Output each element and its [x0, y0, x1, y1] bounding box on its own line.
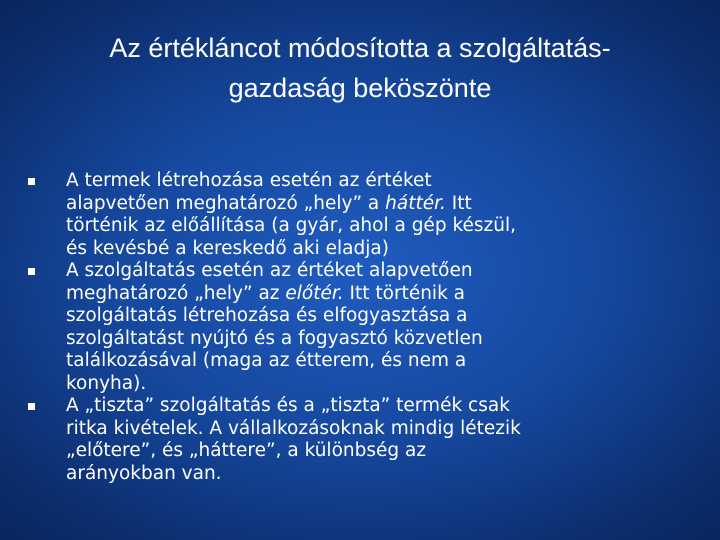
slide-title — [40, 28, 680, 108]
bullet-1-line-1 — [66, 170, 696, 193]
bullet-1-line-2 — [66, 193, 696, 216]
text-segment: meghatározó „hely” az — [66, 282, 286, 304]
text-segment: konyha). — [66, 372, 147, 394]
bullet-1-line-3 — [66, 215, 696, 238]
bullet-2-line-6 — [66, 373, 696, 396]
text-segment: történik az előállítása (a gyár, ahol a gép készül, — [66, 215, 516, 236]
text-segment: és kevésbé a kereskedő aki eladja) — [66, 237, 389, 259]
text-segment: alapvetően meghatározó „hely” a — [66, 192, 386, 214]
bullet-item-2 — [28, 260, 696, 395]
square-bullet-icon — [28, 268, 35, 275]
text-segment: A termek létrehozása esetén az értéket — [66, 170, 432, 191]
text-segment: ritka kivételek. A vállalkozásoknak mindig létezik — [66, 417, 521, 439]
bullet-3-line-3 — [66, 440, 696, 463]
bullet-2-line-5 — [66, 350, 696, 373]
bullet-3-line-1 — [66, 395, 696, 418]
text-segment: Itt — [445, 192, 472, 214]
text-segment: találkozásával (maga az étterem, és nem a — [66, 350, 467, 371]
bullet-3-line-4 — [66, 463, 696, 486]
text-segment: arányokban van. — [66, 462, 222, 484]
text-segment: „előtere”, és „háttere”, a különbség az — [66, 440, 427, 461]
bullet-1-line-4 — [66, 238, 696, 261]
bullet-list — [28, 170, 696, 485]
square-bullet-icon — [28, 178, 35, 185]
bullet-2-line-1 — [66, 260, 696, 283]
text-segment: A „tiszta” szolgáltatás és a „tiszta” termék csak — [66, 395, 510, 416]
text-segment: A szolgáltatás esetén az értéket alapvetően — [66, 260, 473, 281]
text-segment: szolgáltatás létrehozása és elfogyasztása a — [66, 305, 468, 326]
bullet-2-line-2 — [66, 283, 696, 306]
square-bullet-icon — [28, 403, 35, 410]
bullet-item-3 — [28, 395, 696, 485]
bullet-2-line-4 — [66, 328, 696, 351]
title-line-1: Az értékláncot módosította a szolgáltatás- — [109, 33, 611, 63]
text-segment: szolgáltatást nyújtó és a fogyasztó közvetlen — [66, 327, 483, 349]
text-segment: Itt történik a — [343, 282, 466, 304]
bullet-2-line-3 — [66, 305, 696, 328]
bullet-item-1 — [28, 170, 696, 260]
emphasis-elotter: előtér. — [285, 282, 344, 304]
emphasis-hatter: háttér. — [385, 192, 446, 214]
title-line-2: gazdaság beköszönte — [228, 73, 492, 103]
bullet-3-line-2 — [66, 418, 696, 441]
